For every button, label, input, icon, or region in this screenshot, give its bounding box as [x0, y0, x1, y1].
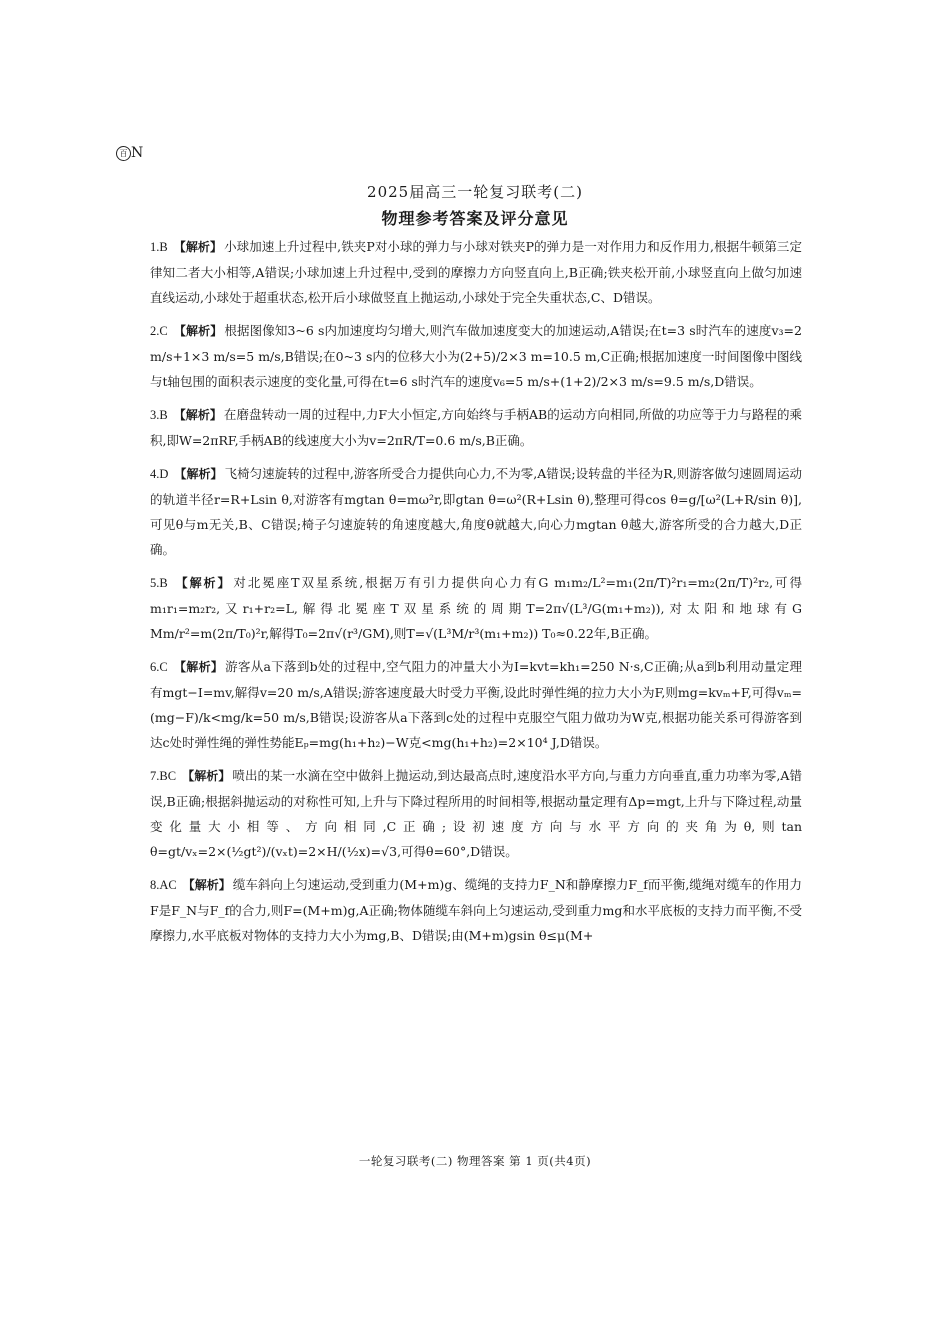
answer-text: 飞椅匀速旋转的过程中,游客所受合力提供向心力,不为零,A错误;设转盘的半径为R,则游客做匀速圆周运动的轨道半径r=R+Lsin θ,对游客有mgtan θ=mω²r,即gtan θ=ω²(R+Lsin θ),整理可得cos θ=g/[ω²(L+R/sin θ)],可见θ与m无关,B、C错误;椅子匀速旋转的角速度越大,角度θ就越大,向心力mgtan θ越大,游客所受的合力越大,D正确。 [150, 466, 802, 557]
analysis-tag: 【解析】 [182, 878, 231, 892]
answer-text: 游客从a下落到b处的过程中,空气阻力的冲量大小为I=kvt=kh₁=250 N·s,C正确;从a到b利用动量定理有mgt−I=mv,解得v=20 m/s,A错误;游客速度最大时受力平衡,设此时弹性绳的拉力大小为F,则mg=kvₘ+F,可得vₘ=(mg−F)/k<mg/k=50 m/s,B错误;设游客从a下落到c处的过程中克服空气阻力做功为W克,根据功能关系可得游客到达c处时弹性绳的弹性势能Eₚ=mg(h₁+h₂)−W克<mg(h₁+h₂)=2×10⁴ J,D错误。 [150, 659, 802, 750]
answer-number: 2.C [150, 324, 168, 338]
circled-logo: 百 [116, 146, 131, 161]
answer-number: 1.B [150, 240, 168, 254]
answer-number: 8.AC [150, 878, 177, 892]
answer-number: 3.B [150, 408, 168, 422]
answer-item [150, 318, 802, 394]
answer-item [150, 872, 802, 948]
corner-letter: N [131, 145, 144, 161]
answer-text: 喷出的某一水滴在空中做斜上抛运动,到达最高点时,速度沿水平方向,与重力方向垂直,重力功率为零,A错误,B正确;根据斜抛运动的对称性可知,上升与下降过程所用的时间相等,根据动量定理有Δp=mgt,上升与下降过程,动量变化量大小相等、方向相同,C正确;设初速度方向与水平方向的夹角为θ,则tan θ=gt/vₓ=2×(½gt²)/(vₓt)=2×H/(½x)=√3,可得θ=60°,D错误。 [150, 768, 802, 859]
exam-title: 2025届高三一轮复习联考(二) [367, 183, 583, 201]
answer-number: 6.C [150, 660, 168, 674]
answer-text: 根据图像知3~6 s内加速度均匀增大,则汽车做加速度变大的加速运动,A错误;在t=3 s时汽车的速度v₃=2 m/s+1×3 m/s=5 m/s,B错误;在0~3 s内的位移大小为(2+5)/2×3 m=10.5 m,C正确;根据加速度一时间图像中图线与t轴包围的面积表示速度的变化量,可得在t=6 s时汽车的速度v₆=5 m/s+(1+2)/2×3 m/s=9.5 m/s,D错误。 [150, 323, 802, 389]
analysis-tag: 【解析】 [173, 240, 223, 254]
answer-item [150, 234, 802, 310]
answer-text: 小球加速上升过程中,铁夹P对小球的弹力与小球对铁夹P的弹力是一对作用力和反作用力,根据牛顿第三定律知二者大小相等,A错误;小球加速上升过程中,受到的摩擦力方向竖直向上,B正确;铁夹松开前,小球竖直向上做匀加速直线运动,小球处于超重状态,松开后小球做竖直上抛运动,小球处于完全失重状态,C、D错误。 [150, 239, 802, 305]
answer-item [150, 654, 802, 755]
answer-text: 缆车斜向上匀速运动,受到重力(M+m)g、缆绳的支持力F_N和静摩擦力F_f而平衡,缆绳对缆车的作用力F是F_N与F_f的合力,则F=(M+m)g,A正确;物体随缆车斜向上匀速运动,受到重力mg和水平底板的支持力而平衡,不受摩擦力,水平底板对物体的支持力大小为mg,B、D错误;由(M+m)gsin θ≤μ(M+ [150, 877, 802, 943]
analysis-tag: 【解析】 [173, 408, 222, 422]
answer-list [150, 234, 802, 956]
answer-number: 5.B [150, 576, 168, 590]
answer-text: 在磨盘转动一周的过程中,力F大小恒定,方向始终与手柄AB的运动方向相同,所做的功应等于力与路程的乘积,即W=2πRF,手柄AB的线速度大小为v=2πR/T=0.6 m/s,B正确。 [150, 407, 802, 448]
answer-item [150, 402, 802, 453]
corner-mark [116, 145, 143, 161]
answer-number: 7.BC [150, 769, 177, 783]
analysis-tag: 【解析】 [173, 324, 223, 338]
answer-item [150, 570, 802, 646]
answer-text: 对北冕座T双星系统,根据万有引力提供向心力有G m₁m₂/L²=m₁(2π/T)²r₁=m₂(2π/T)²r₂,可得m₁r₁=m₂r₂,又r₁+r₂=L,解得北冕座T双星系统的周期T=2π√(L³/G(m₁+m₂)),对太阳和地球有G Mm/r²=m(2π/T₀)²r,解得T₀=2π√(r³/GM),则T=√(L³M/r³(m₁+m₂)) T₀≈0.22年,B正确。 [150, 575, 802, 641]
analysis-tag: 【解析】 [173, 576, 232, 590]
analysis-tag: 【解析】 [173, 660, 224, 674]
answer-key-title: 物理参考答案及评分意见 [381, 209, 569, 228]
analysis-tag: 【解析】 [174, 467, 223, 481]
answer-item [150, 763, 802, 864]
page-footer: 一轮复习联考(二) 物理答案 第 1 页(共4页) [358, 1154, 592, 1168]
answer-number: 4.D [150, 467, 169, 481]
analysis-tag: 【解析】 [182, 769, 231, 783]
answer-item [150, 461, 802, 562]
